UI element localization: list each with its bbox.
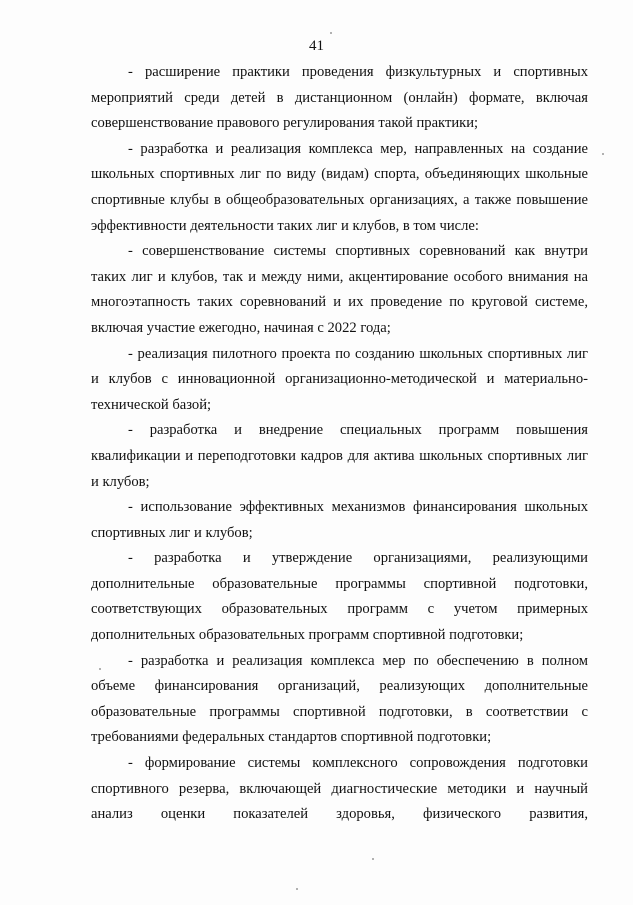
paragraph: - формирование системы комплексного сопровождения подготовки спортивного резерва, включающей диагностические методики и научный анализ оценки показателей здоровья, физического развития, <box>91 755 588 823</box>
paragraph: - разработка и внедрение специальных программ повышения квалификации и переподготовки кадров для актива школьных спортивных лиг и клубов; <box>91 422 588 490</box>
scan-speck <box>602 153 604 155</box>
paragraph: - расширение практики проведения физкультурных и спортивных мероприятий среди детей в дистанционном (онлайн) формате, включая совершенствование правового регулирования такой практики; <box>91 64 588 132</box>
paragraph: - разработка и реализация комплекса мер по обеспечению в полном объеме финансирования организаций, реализующих дополнительные образовательные программы спортивной подготовки, в соответствии с требованиями федеральных стандартов спортивной подготовки; <box>91 652 588 746</box>
paragraph: - разработка и реализация комплекса мер, направленных на создание школьных спортивных лиг по виду (видам) спорта, объединяющих школьные спортивные клубы в общеобразовательных организациях, а также повышение эффективности деятельности таких лиг и клубов, в том числе: <box>91 140 588 234</box>
scan-speck <box>296 888 298 890</box>
paragraph: - использование эффективных механизмов финансирования школьных спортивных лиг и клубов; <box>91 499 588 541</box>
paragraph: - совершенствование системы спортивных соревнований как внутри таких лиг и клубов, так и между ними, акцентирование особого внимания на многоэтапность таких соревнований и их проведение по круговой системе, включая участие ежегодно, начиная с 2022 года; <box>91 243 588 336</box>
scan-speck <box>330 32 332 34</box>
scan-speck <box>372 858 374 860</box>
paragraph: - разработка и утверждение организациями, реализующими дополнительные образовательные программы спортивной подготовки, соответствующих образовательных программ с учетом примерных дополнительных образовательных программ спортивной подготовки; <box>91 550 588 644</box>
body-text <box>91 60 588 828</box>
paragraph: - реализация пилотного проекта по созданию школьных спортивных лиг и клубов с инновационной организационно-методической и материально-технической базой; <box>91 345 588 413</box>
page-number: 41 <box>309 38 324 54</box>
scan-speck <box>99 668 101 670</box>
